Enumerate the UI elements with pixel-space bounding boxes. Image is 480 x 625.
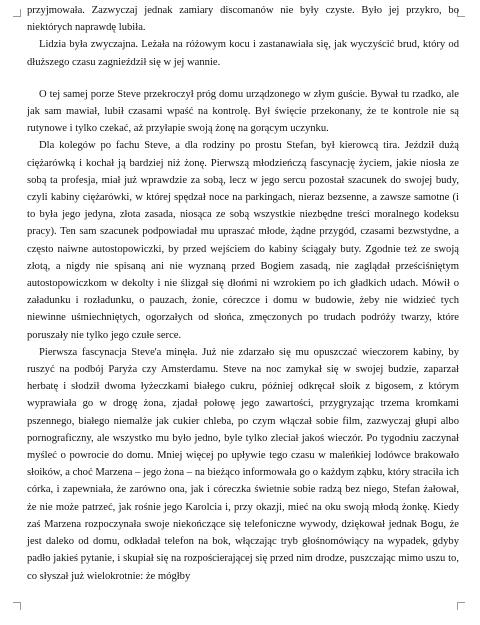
- page-corner-mark-bottom-right: [457, 602, 465, 610]
- paragraph-continued[interactable]: przyjmowała. Zazwyczaj jednak zamiary discomanów nie były czyste. Było jej przykro, bo niektórych naprawdę lubiła.: [27, 5, 459, 34]
- paragraph-first-fascination[interactable]: Pierwsza fascynacja Steve'a minęła. Już nie zdarzało się mu opuszczać wieczorem kabiny, by ruszyć na podbój Paryża czy Amsterdamu. Steve na noc zamykał się w swojej budzie, zaparzał herbatę i słodził dwoma łyżeczkami białego cukru, później odkręcał słoik z bigosem, z którym wyprawiała go w drogę żona, zjadał połowę jego zawartości, przygryzając trzema kromkami pszennego, białego niemalże jak cukier chleba, po czym włączał sobie film, zazwyczaj głupi albo pornograficzny, ale wszystko mu było jedno, byle tylko zleciał jakoś wieczór. Po tygodniu zaczynał myśleć o powrocie do domu. Mniej więcej po upływie tego czasu w maleńkiej lodówce brakowało słoików, a choć Marzena – jego żona – na bieżąco informowała go o każdym ząbku, który straciła ich córka, i zapewniała, że zarówno ona, jak i córeczka świetnie sobie radzą bez niego, Stefan żałował, że nie może patrzeć, jak rośnie jego Karolcia i, przy okazji, mieć na oku swoją młodą żonkę. Kiedy zaś Marzena rozpoczynała swoje niekończące się telefoniczne wywody, dziękował jednak Bogu, że jest daleko od domu, odkładał telefon na bok, włączając tryb głośnomówiący na wypadek, gdyby padło jakieś pytanie, i skupiał się na rozpościerającej się przed nim drodze, puszczając mimo uszu to, co słyszał już wielokrotnie: że mógłby: [27, 346, 459, 582]
- paragraph-truck-driver[interactable]: Dla kolegów po fachu Steve, a dla rodziny po prostu Stefan, był kierowcą tira. Jeździł dużą ciężarówką i kochał ją bardziej niż żonę. Pierwszą młodzieńczą fascynację życiem, jakie niosła ze sobą ta profesja, miał już wprawdzie za sobą, lecz w jego sercu pozostał szacunek do swojej budy, czyli kabiny ciężarówki, w której spędzał noce na parkingach, nieraz bezsenne, a zawsze samotne (i to była jego jedyna, złota zasada, niosąca ze sobą wszystkie niezbędne treści moralnego kodeksu pracy). Ten sam szacunek podpowiadał mu upraszać młode, żądne przygód, czasami bezwstydne, a często naiwne autostopowiczki, by przed wejściem do kabiny ściągały buty. Zgodnie też ze swoją złotą, a nigdy nie spisaną ani nie wyznaną przed Bogiem zasadą, nie zaglądał prześciśniętym autostopowiczkom w dekolty i nie ślizgał się dłońmi ni wzrokiem po ich gładkich udach. Mówił o załadunku i rozładunku, o pauzach, żonie, córeczce i domu w budowie, żeby nie widzieć tych niewinne uśmiechniętych, ogorzałych od słońca, zmęczonych po trudach podróży twarzy, które poruszały nie tylko jego czułe serce.: [27, 140, 459, 341]
- paragraph-lidzia[interactable]: Lidzia była zwyczajna. Leżała na różowym kocu i zastanawiała się, jak wyczyścić brud, który od dłuższego czasu zagnieździł się w jej wannie.: [27, 39, 459, 68]
- page-corner-mark-bottom-left: [13, 602, 21, 610]
- paragraph-steve-home[interactable]: O tej samej porze Steve przekroczył próg domu urządzonego w złym guście. Bywał tu rzadko, ale jak sam mawiał, lubił czasami wpaść na kontrolę. Był święcie przekonany, że te kontrole nie są rutynowe i tylko czekać, aż przyłapie swoją żonę na gorącym uczynku.: [27, 88, 459, 135]
- page-corner-mark-top-left: [13, 9, 21, 17]
- document-body[interactable]: [27, 2, 459, 585]
